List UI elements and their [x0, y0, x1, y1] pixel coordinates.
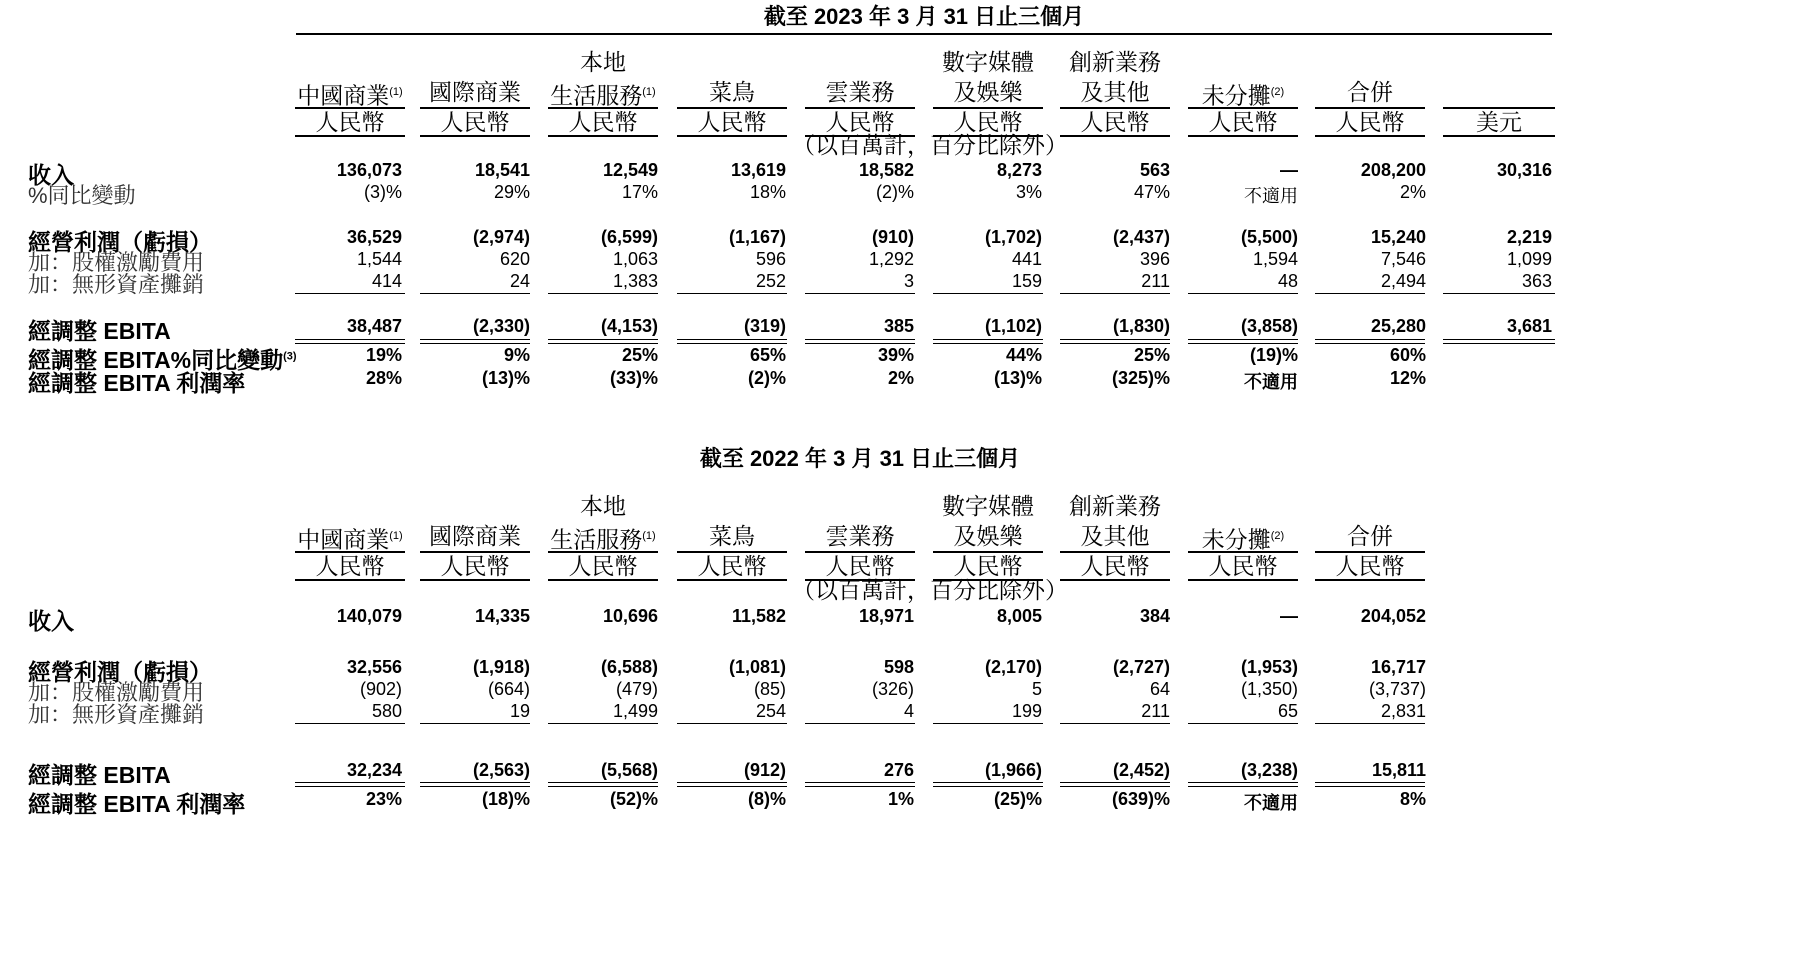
rule-line	[1188, 339, 1298, 344]
table-cell: 1,383	[612, 271, 658, 291]
rule-line	[933, 293, 1043, 294]
currency-unit: 美元	[1443, 107, 1555, 137]
table-cell: 276	[883, 760, 914, 780]
table-cell: (2,452)	[1112, 760, 1170, 780]
rule-line	[548, 339, 658, 344]
table-cell: 1,594	[1252, 249, 1298, 269]
column-header-line2	[805, 77, 915, 107]
rule-line	[933, 339, 1043, 344]
table-cell: 15,811	[1371, 760, 1426, 780]
column-header-line1: 本地	[580, 49, 626, 75]
rule-line	[677, 723, 787, 724]
column-header-line2	[677, 77, 787, 107]
table-cell: 15,240	[1370, 227, 1426, 247]
table-cell: 3	[903, 271, 914, 291]
table-cell: 25%	[1133, 345, 1170, 365]
column-header-text: 生活服務	[550, 82, 643, 109]
table-cell: 38,487	[346, 316, 402, 336]
column-header-text: 中國商業	[297, 526, 390, 553]
table-cell: 211	[1141, 701, 1170, 721]
table-cell: 563	[1139, 160, 1170, 180]
table-cell: 18%	[749, 182, 786, 202]
scale-note: （以百萬計，百分比除外）	[792, 132, 1068, 158]
rule-line	[295, 782, 405, 787]
footnote-marker: (1)	[642, 86, 656, 98]
table-cell: 620	[499, 249, 530, 269]
table-cell: 64	[1149, 679, 1170, 699]
table-cell: 30,316	[1496, 160, 1552, 180]
rule-line	[295, 339, 405, 344]
table-cell: (2,974)	[472, 227, 530, 247]
table-cell: 414	[371, 271, 402, 291]
table-cell: 25,280	[1370, 316, 1426, 336]
table-cell: 140,079	[336, 606, 402, 626]
table-cell: 32,556	[346, 657, 402, 677]
table-cell: (3)%	[363, 182, 402, 202]
rule-line	[548, 293, 658, 294]
table-cell: 252	[755, 271, 786, 291]
table-cell: 384	[1139, 606, 1170, 626]
table-cell: 39%	[877, 345, 914, 365]
row-label	[28, 603, 74, 636]
rule-line	[548, 782, 658, 787]
table-cell: 不適用	[1244, 186, 1298, 206]
rule-line	[1188, 293, 1298, 294]
row-label	[28, 365, 245, 398]
table-cell: 2,219	[1506, 227, 1552, 247]
row-label-text: 經營利潤（虧損）	[28, 229, 212, 255]
column-header-text: 中國商業	[297, 82, 390, 109]
table-cell: 3%	[1015, 182, 1042, 202]
table-cell: (479)	[615, 679, 658, 699]
table-cell: 8%	[1399, 789, 1426, 809]
currency-unit: 人民幣	[420, 551, 530, 581]
currency-unit: 人民幣	[420, 107, 530, 137]
table-cell: 2,831	[1380, 701, 1426, 721]
table-cell: 204,052	[1360, 606, 1426, 626]
rule-line	[1443, 339, 1555, 344]
table-cell: (6,588)	[600, 657, 658, 677]
table-cell: 18,971	[858, 606, 914, 626]
table-cell: 254	[755, 701, 786, 721]
column-header-line1: 數字媒體	[942, 49, 1034, 75]
table-cell: (639)%	[1111, 789, 1170, 809]
column-header-text: 合併	[1347, 523, 1393, 549]
scale-note: （以百萬計，百分比除外）	[792, 577, 1068, 603]
table-cell: 1,063	[612, 249, 658, 269]
table-cell: 8,273	[996, 160, 1042, 180]
column-header-text: 及娛樂	[953, 523, 1023, 549]
table-cell: 19	[509, 701, 530, 721]
table-cell: 18,541	[474, 160, 530, 180]
column-header-text: 國際商業	[429, 523, 521, 549]
table-cell: 36,529	[346, 227, 402, 247]
rule-line	[420, 723, 530, 724]
table-cell: (3,238)	[1240, 760, 1298, 780]
rule-line	[677, 339, 787, 344]
rule-line	[420, 339, 530, 344]
table-cell: 2,494	[1380, 271, 1426, 291]
rule-line	[295, 723, 405, 724]
column-header-line2	[548, 77, 658, 111]
rule-line	[1315, 339, 1425, 344]
column-header-line1: 數字媒體	[942, 493, 1034, 519]
table-cell: (912)	[743, 760, 786, 780]
table-cell: 48	[1277, 271, 1298, 291]
currency-unit: 人民幣	[1315, 551, 1425, 581]
period-header: 截至 2022 年 3 月 31 日止三個月	[699, 446, 1021, 471]
table-cell: (1,167)	[728, 227, 786, 247]
table-cell: 396	[1139, 249, 1170, 269]
rule-line	[1060, 782, 1170, 787]
table-cell: (2,563)	[472, 760, 530, 780]
row-label-text: 收入	[28, 608, 74, 634]
table-cell: (4,153)	[600, 316, 658, 336]
rule-line	[933, 782, 1043, 787]
currency-unit: 人民幣	[295, 551, 405, 581]
table-cell: 65%	[749, 345, 786, 365]
row-label-text: 加：無形資產攤銷	[28, 272, 205, 297]
currency-unit: 人民幣	[548, 551, 658, 581]
column-header-line2	[677, 521, 787, 551]
row-label-text: 加：股權激勵費用	[28, 680, 205, 705]
row-label-text: 經調整 EBITA	[28, 318, 171, 344]
table-cell: (5,568)	[600, 760, 658, 780]
table-cell: (1,081)	[728, 657, 786, 677]
table-cell: 8,005	[996, 606, 1042, 626]
table-cell: (325)%	[1111, 368, 1170, 388]
currency-unit: 人民幣	[1315, 107, 1425, 137]
table-cell: 14,335	[474, 606, 530, 626]
column-header-text: 菜鳥	[709, 79, 755, 105]
currency-unit: 人民幣	[1188, 107, 1298, 137]
table-cell: 25%	[621, 345, 658, 365]
table-cell: 7,546	[1380, 249, 1426, 269]
column-header-line2	[933, 77, 1043, 107]
footnote-marker: (2)	[1270, 86, 1285, 98]
rule-line	[1060, 339, 1170, 344]
table-cell: 不適用	[1244, 793, 1298, 813]
column-header-text: 未分攤	[1201, 82, 1271, 109]
rule-line	[677, 293, 787, 294]
table-cell: 2%	[887, 368, 914, 388]
table-cell: 23%	[365, 789, 402, 809]
table-cell: 12%	[1389, 368, 1426, 388]
column-header-line1: 創新業務	[1069, 493, 1161, 519]
table-cell: 441	[1011, 249, 1042, 269]
rule-line	[1315, 723, 1425, 724]
currency-unit: 人民幣	[548, 107, 658, 137]
rule-line	[805, 293, 915, 294]
table-cell: (13)%	[481, 368, 530, 388]
currency-unit: 人民幣	[805, 551, 915, 581]
rule-line	[1060, 723, 1170, 724]
currency-unit: 人民幣	[933, 107, 1043, 137]
table-cell: 159	[1011, 271, 1042, 291]
rule-line	[933, 723, 1043, 724]
column-header-text: 菜鳥	[709, 523, 755, 549]
table-cell: (910)	[871, 227, 914, 247]
table-cell: (33)%	[609, 368, 658, 388]
table-cell: 44%	[1005, 345, 1042, 365]
table-cell: (2,170)	[984, 657, 1042, 677]
column-header-line2	[1060, 77, 1170, 107]
column-header-line2	[420, 521, 530, 551]
row-label-text: 經調整 EBITA%同比變動	[28, 347, 284, 373]
rule-line	[420, 782, 530, 787]
table-cell: (1,702)	[984, 227, 1042, 247]
row-label-text: 收入	[28, 162, 74, 188]
rule-line	[1315, 293, 1425, 294]
table-cell: 13,619	[730, 160, 786, 180]
table-cell: —	[1280, 606, 1298, 626]
column-header-text: 及其他	[1080, 523, 1150, 549]
table-cell: 4	[903, 701, 914, 721]
rule-line	[1188, 782, 1298, 787]
row-label-text: 經調整 EBITA	[28, 762, 171, 788]
column-header-line2	[1188, 77, 1298, 111]
table-cell: 580	[371, 701, 402, 721]
footnote-marker: (1)	[389, 530, 403, 542]
table-cell: 208,200	[1360, 160, 1426, 180]
currency-unit: 人民幣	[677, 107, 787, 137]
period-header: 截至 2023 年 3 月 31 日止三個月	[296, 3, 1552, 35]
table-cell: 47%	[1133, 182, 1170, 202]
table-cell: (1,350)	[1240, 679, 1298, 699]
table-cell: 1,499	[612, 701, 658, 721]
table-cell: 596	[755, 249, 786, 269]
table-cell: (18)%	[481, 789, 530, 809]
table-cell: 1,544	[356, 249, 402, 269]
table-cell: 9%	[503, 345, 530, 365]
rule-line	[805, 723, 915, 724]
column-header-text: 及其他	[1080, 79, 1150, 105]
table-cell: (19)%	[1249, 345, 1298, 365]
row-label	[28, 698, 204, 729]
table-cell: (1,953)	[1240, 657, 1298, 677]
table-cell: (85)	[753, 679, 786, 699]
rule-line	[1188, 723, 1298, 724]
row-label	[28, 786, 245, 819]
column-header-line2	[1188, 521, 1298, 555]
table-cell: (1,918)	[472, 657, 530, 677]
table-cell: (319)	[743, 316, 786, 336]
rule-line	[1060, 293, 1170, 294]
table-cell: (2)%	[875, 182, 914, 202]
column-header-line2	[548, 521, 658, 555]
row-label	[28, 179, 136, 210]
column-header-line2	[805, 521, 915, 551]
table-cell: 32,234	[346, 760, 402, 780]
table-cell: 136,073	[336, 160, 402, 180]
rule-line	[677, 782, 787, 787]
table-cell: 24	[509, 271, 530, 291]
table-cell: —	[1280, 160, 1298, 180]
table-cell: 598	[883, 657, 914, 677]
table-cell: (13)%	[993, 368, 1042, 388]
rule-line	[805, 339, 915, 344]
table-cell: (5,500)	[1240, 227, 1298, 247]
column-header-line2	[1315, 521, 1425, 551]
currency-unit: 人民幣	[1060, 551, 1170, 581]
currency-unit: 人民幣	[677, 551, 787, 581]
table-cell: (1,830)	[1112, 316, 1170, 336]
table-cell: 65	[1277, 701, 1298, 721]
table-cell: 3,681	[1506, 316, 1552, 336]
table-cell: 10,696	[602, 606, 658, 626]
column-header-text: 未分攤	[1201, 526, 1271, 553]
column-header-line2	[420, 77, 530, 107]
row-label-text: 加：無形資產攤銷	[28, 702, 205, 727]
column-header-text: 雲業務	[825, 523, 895, 549]
rule-line	[295, 293, 405, 294]
table-cell: 16,717	[1370, 657, 1426, 677]
table-cell: (664)	[487, 679, 530, 699]
table-cell: (6,599)	[600, 227, 658, 247]
table-cell: 11,582	[731, 606, 786, 626]
table-cell: (52)%	[609, 789, 658, 809]
column-header-line2	[933, 521, 1043, 551]
table-cell: 29%	[493, 182, 530, 202]
currency-unit: 人民幣	[933, 551, 1043, 581]
table-cell: 不適用	[1244, 372, 1298, 392]
column-header-line2	[1060, 521, 1170, 551]
rule-line	[805, 782, 915, 787]
table-cell: 19%	[365, 345, 402, 365]
currency-unit: 人民幣	[1188, 551, 1298, 581]
row-label-text: %同比變動	[28, 183, 136, 208]
table-cell: 1,292	[868, 249, 914, 269]
table-cell: 1,099	[1506, 249, 1552, 269]
table-cell: (902)	[359, 679, 402, 699]
column-header-text: 合併	[1347, 79, 1393, 105]
footnote-marker: (1)	[642, 530, 656, 542]
table-cell: (25)%	[993, 789, 1042, 809]
table-cell: (3,858)	[1240, 316, 1298, 336]
row-label-text: 經調整 EBITA 利潤率	[28, 370, 246, 396]
table-cell: (2,437)	[1112, 227, 1170, 247]
table-cell: (1,966)	[984, 760, 1042, 780]
column-header-text: 國際商業	[429, 79, 521, 105]
table-cell: (2)%	[747, 368, 786, 388]
column-header-line2	[295, 521, 405, 555]
table-cell: (3,737)	[1368, 679, 1426, 699]
table-cell: (2,330)	[472, 316, 530, 336]
column-header-line1: 本地	[580, 493, 626, 519]
footnote-marker: (2)	[1270, 530, 1285, 542]
footnote-marker: (3)	[283, 350, 297, 363]
table-cell: 5	[1031, 679, 1042, 699]
table-cell: 363	[1521, 271, 1552, 291]
rule-line	[1315, 782, 1425, 787]
column-header-text: 及娛樂	[953, 79, 1023, 105]
table-cell: 12,549	[602, 160, 658, 180]
table-cell: (8)%	[747, 789, 786, 809]
table-cell: 199	[1011, 701, 1042, 721]
column-header-text: 雲業務	[825, 79, 895, 105]
table-cell: (2,727)	[1112, 657, 1170, 677]
column-header-line2	[295, 77, 405, 111]
footnote-marker: (1)	[389, 86, 403, 98]
currency-unit: 人民幣	[1060, 107, 1170, 137]
table-cell: 18,582	[858, 160, 914, 180]
rule-line	[548, 723, 658, 724]
row-label-text: 經營利潤（虧損）	[28, 659, 212, 685]
table-cell: (326)	[871, 679, 914, 699]
rule-line	[1443, 293, 1555, 294]
column-header-text: 生活服務	[550, 526, 643, 553]
table-cell: (1,102)	[984, 316, 1042, 336]
table-cell: 1%	[887, 789, 914, 809]
currency-unit: 人民幣	[805, 107, 915, 137]
currency-unit: 人民幣	[295, 107, 405, 137]
table-cell: 211	[1141, 271, 1170, 291]
table-cell: 17%	[621, 182, 658, 202]
column-header-line1: 創新業務	[1069, 49, 1161, 75]
row-label-text: 加：股權激勵費用	[28, 250, 205, 275]
table-cell: 2%	[1399, 182, 1426, 202]
row-label	[28, 268, 204, 299]
rule-line	[420, 293, 530, 294]
column-header-line2	[1315, 77, 1425, 107]
row-label-text: 經調整 EBITA 利潤率	[28, 791, 246, 817]
table-cell: 28%	[365, 368, 402, 388]
table-cell: 60%	[1389, 345, 1426, 365]
table-cell: 385	[883, 316, 914, 336]
